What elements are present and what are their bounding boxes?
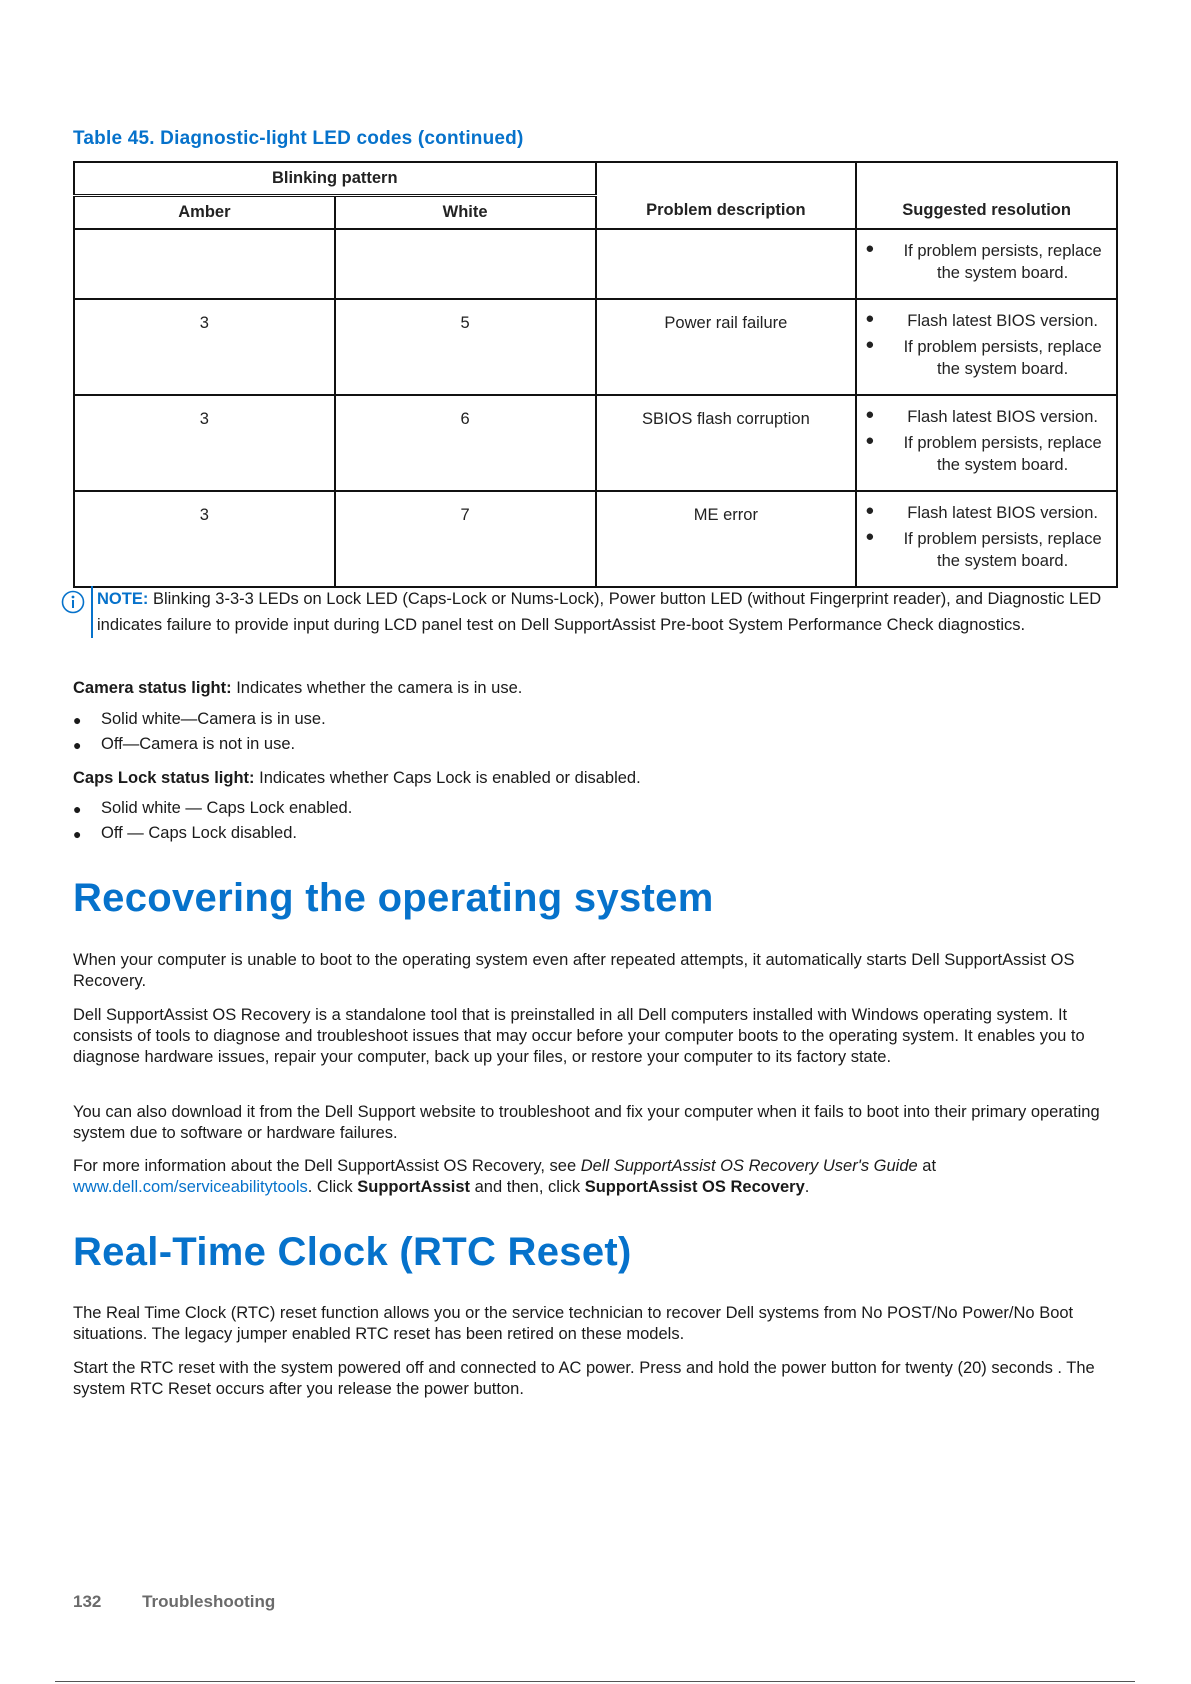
camera-status-text: Indicates whether the camera is in use. [236, 679, 523, 697]
resolution-cell [856, 395, 1117, 491]
list-item: ● Solid white — Caps Lock enabled. [73, 799, 353, 817]
list-item: ● Off—Camera is not in use. [73, 735, 296, 753]
list-item: ● If problem persists, replace the system board. [865, 528, 1102, 570]
white-cell: 5 [335, 299, 596, 395]
problem-cell: SBIOS flash corruption [596, 395, 857, 491]
table-row [74, 491, 1117, 587]
capslock-status-list [73, 796, 352, 846]
recovering-paragraph-3: You can also download it from the Dell Support website to troubleshoot and fix your computer when it fails to boot into their primary operating system due to software or hardware failures. [73, 1103, 1100, 1142]
bullet-icon: ● [73, 711, 82, 728]
bullet-icon: ● [865, 502, 875, 519]
amber-cell: 3 [74, 491, 335, 587]
white-cell: 7 [335, 491, 596, 587]
rtc-paragraph-1: The Real Time Clock (RTC) reset function allows you or the service technician to recover Dell systems from No POST/No Power/No Boot situations. The legacy jumper enabled RTC reset has been retired on these models. [73, 1304, 1074, 1343]
bullet-icon: ● [865, 336, 875, 353]
recovering-paragraph-4: For more information about the Dell SupportAssist OS Recovery, see Dell SupportAssist OS Recovery User's Guide at www.dell.com/serviceabilitytools. Click SupportAssist and then, click SupportAssist OS Recovery. [73, 1157, 937, 1196]
list-item: ● Off — Caps Lock disabled. [73, 824, 297, 842]
note-text: Blinking 3-3-3 LEDs on Lock LED (Caps-Lock or Nums-Lock), Power button LED (without Fingerprint reader), and Diagnostic LED indicates failure to provide input during LCD panel test on Dell SupportAssist Pre-boot System Performance Check diagnostics. [97, 590, 1102, 634]
resolution-cell [856, 299, 1117, 395]
info-icon [61, 586, 91, 638]
bullet-icon: ● [865, 240, 875, 257]
list-item: ● Flash latest BIOS version. [865, 502, 1098, 522]
amber-cell: 3 [74, 299, 335, 395]
recovering-paragraph-1: When your computer is unable to boot to the operating system even after repeated attempts, it automatically starts Dell SupportAssist OS Recovery. [73, 951, 1075, 990]
camera-status-paragraph [73, 678, 1118, 699]
footer-section: Troubleshooting [142, 1592, 276, 1611]
header-blinking-pattern: Blinking pattern [74, 162, 596, 196]
resolution-cell [856, 491, 1117, 587]
capslock-status-label: Caps Lock status light: [73, 769, 255, 787]
problem-cell [596, 229, 857, 299]
recovering-heading: Recovering the operating system [73, 876, 714, 920]
camera-status-label: Camera status light: [73, 679, 232, 697]
rtc-heading: Real-Time Clock (RTC Reset) [73, 1230, 632, 1274]
list-item: ● If problem persists, replace the system board. [865, 240, 1102, 282]
header-suggested-resolution: Suggested resolution [856, 162, 1117, 229]
note-label: NOTE: [97, 590, 149, 608]
problem-cell: Power rail failure [596, 299, 857, 395]
bullet-icon: ● [73, 800, 82, 817]
amber-cell [74, 229, 335, 299]
recovering-paragraph-2: Dell SupportAssist OS Recovery is a standalone tool that is preinstalled in all Dell computers installed with Windows operating system. It consists of tools to diagnose and troubleshoot issues that may occur before your computer boots to the operating system. It enables you to diagnose hardware issues, repair your computer, back up your files, or restore your computer to its factory state. [73, 1006, 1085, 1066]
white-cell [335, 229, 596, 299]
bullet-icon: ● [73, 736, 82, 753]
note-callout [61, 586, 1121, 638]
capslock-status-text: Indicates whether Caps Lock is enabled or disabled. [259, 769, 641, 787]
table-row [74, 299, 1117, 395]
user-guide-title: Dell SupportAssist OS Recovery User's Guide [580, 1157, 918, 1175]
bullet-icon: ● [865, 528, 875, 545]
table-row [74, 229, 1117, 299]
table-row [74, 395, 1117, 491]
capslock-status-paragraph [73, 768, 1118, 789]
header-white: White [335, 196, 596, 230]
bullet-icon: ● [865, 432, 875, 449]
page-footer [73, 1592, 275, 1612]
table-caption: Table 45. Diagnostic-light LED codes (continued) [73, 128, 524, 149]
header-problem-description: Problem description [596, 162, 857, 229]
list-item: ● Flash latest BIOS version. [865, 310, 1098, 330]
serviceability-tools-link[interactable]: www.dell.com/serviceabilitytools [73, 1178, 308, 1196]
amber-cell: 3 [74, 395, 335, 491]
header-amber: Amber [74, 196, 335, 230]
list-item: ● Flash latest BIOS version. [865, 406, 1098, 426]
resolution-cell [856, 229, 1117, 299]
white-cell: 6 [335, 395, 596, 491]
list-item: ● If problem persists, replace the system board. [865, 432, 1102, 474]
list-item: ● If problem persists, replace the system board. [865, 336, 1102, 378]
list-item: ● Solid white—Camera is in use. [73, 710, 326, 728]
bullet-icon: ● [73, 825, 82, 842]
led-codes-table [73, 161, 1118, 588]
camera-status-list [73, 707, 326, 757]
problem-cell: ME error [596, 491, 857, 587]
bullet-icon: ● [865, 310, 875, 327]
page-number: 132 [73, 1592, 102, 1611]
bottom-divider [55, 1681, 1135, 1682]
bullet-icon: ● [865, 406, 875, 423]
rtc-paragraph-2: Start the RTC reset with the system powered off and connected to AC power. Press and hold the power button for twenty (20) seconds . The system RTC Reset occurs after you release the power button. [73, 1359, 1095, 1398]
note-body [91, 586, 1121, 638]
